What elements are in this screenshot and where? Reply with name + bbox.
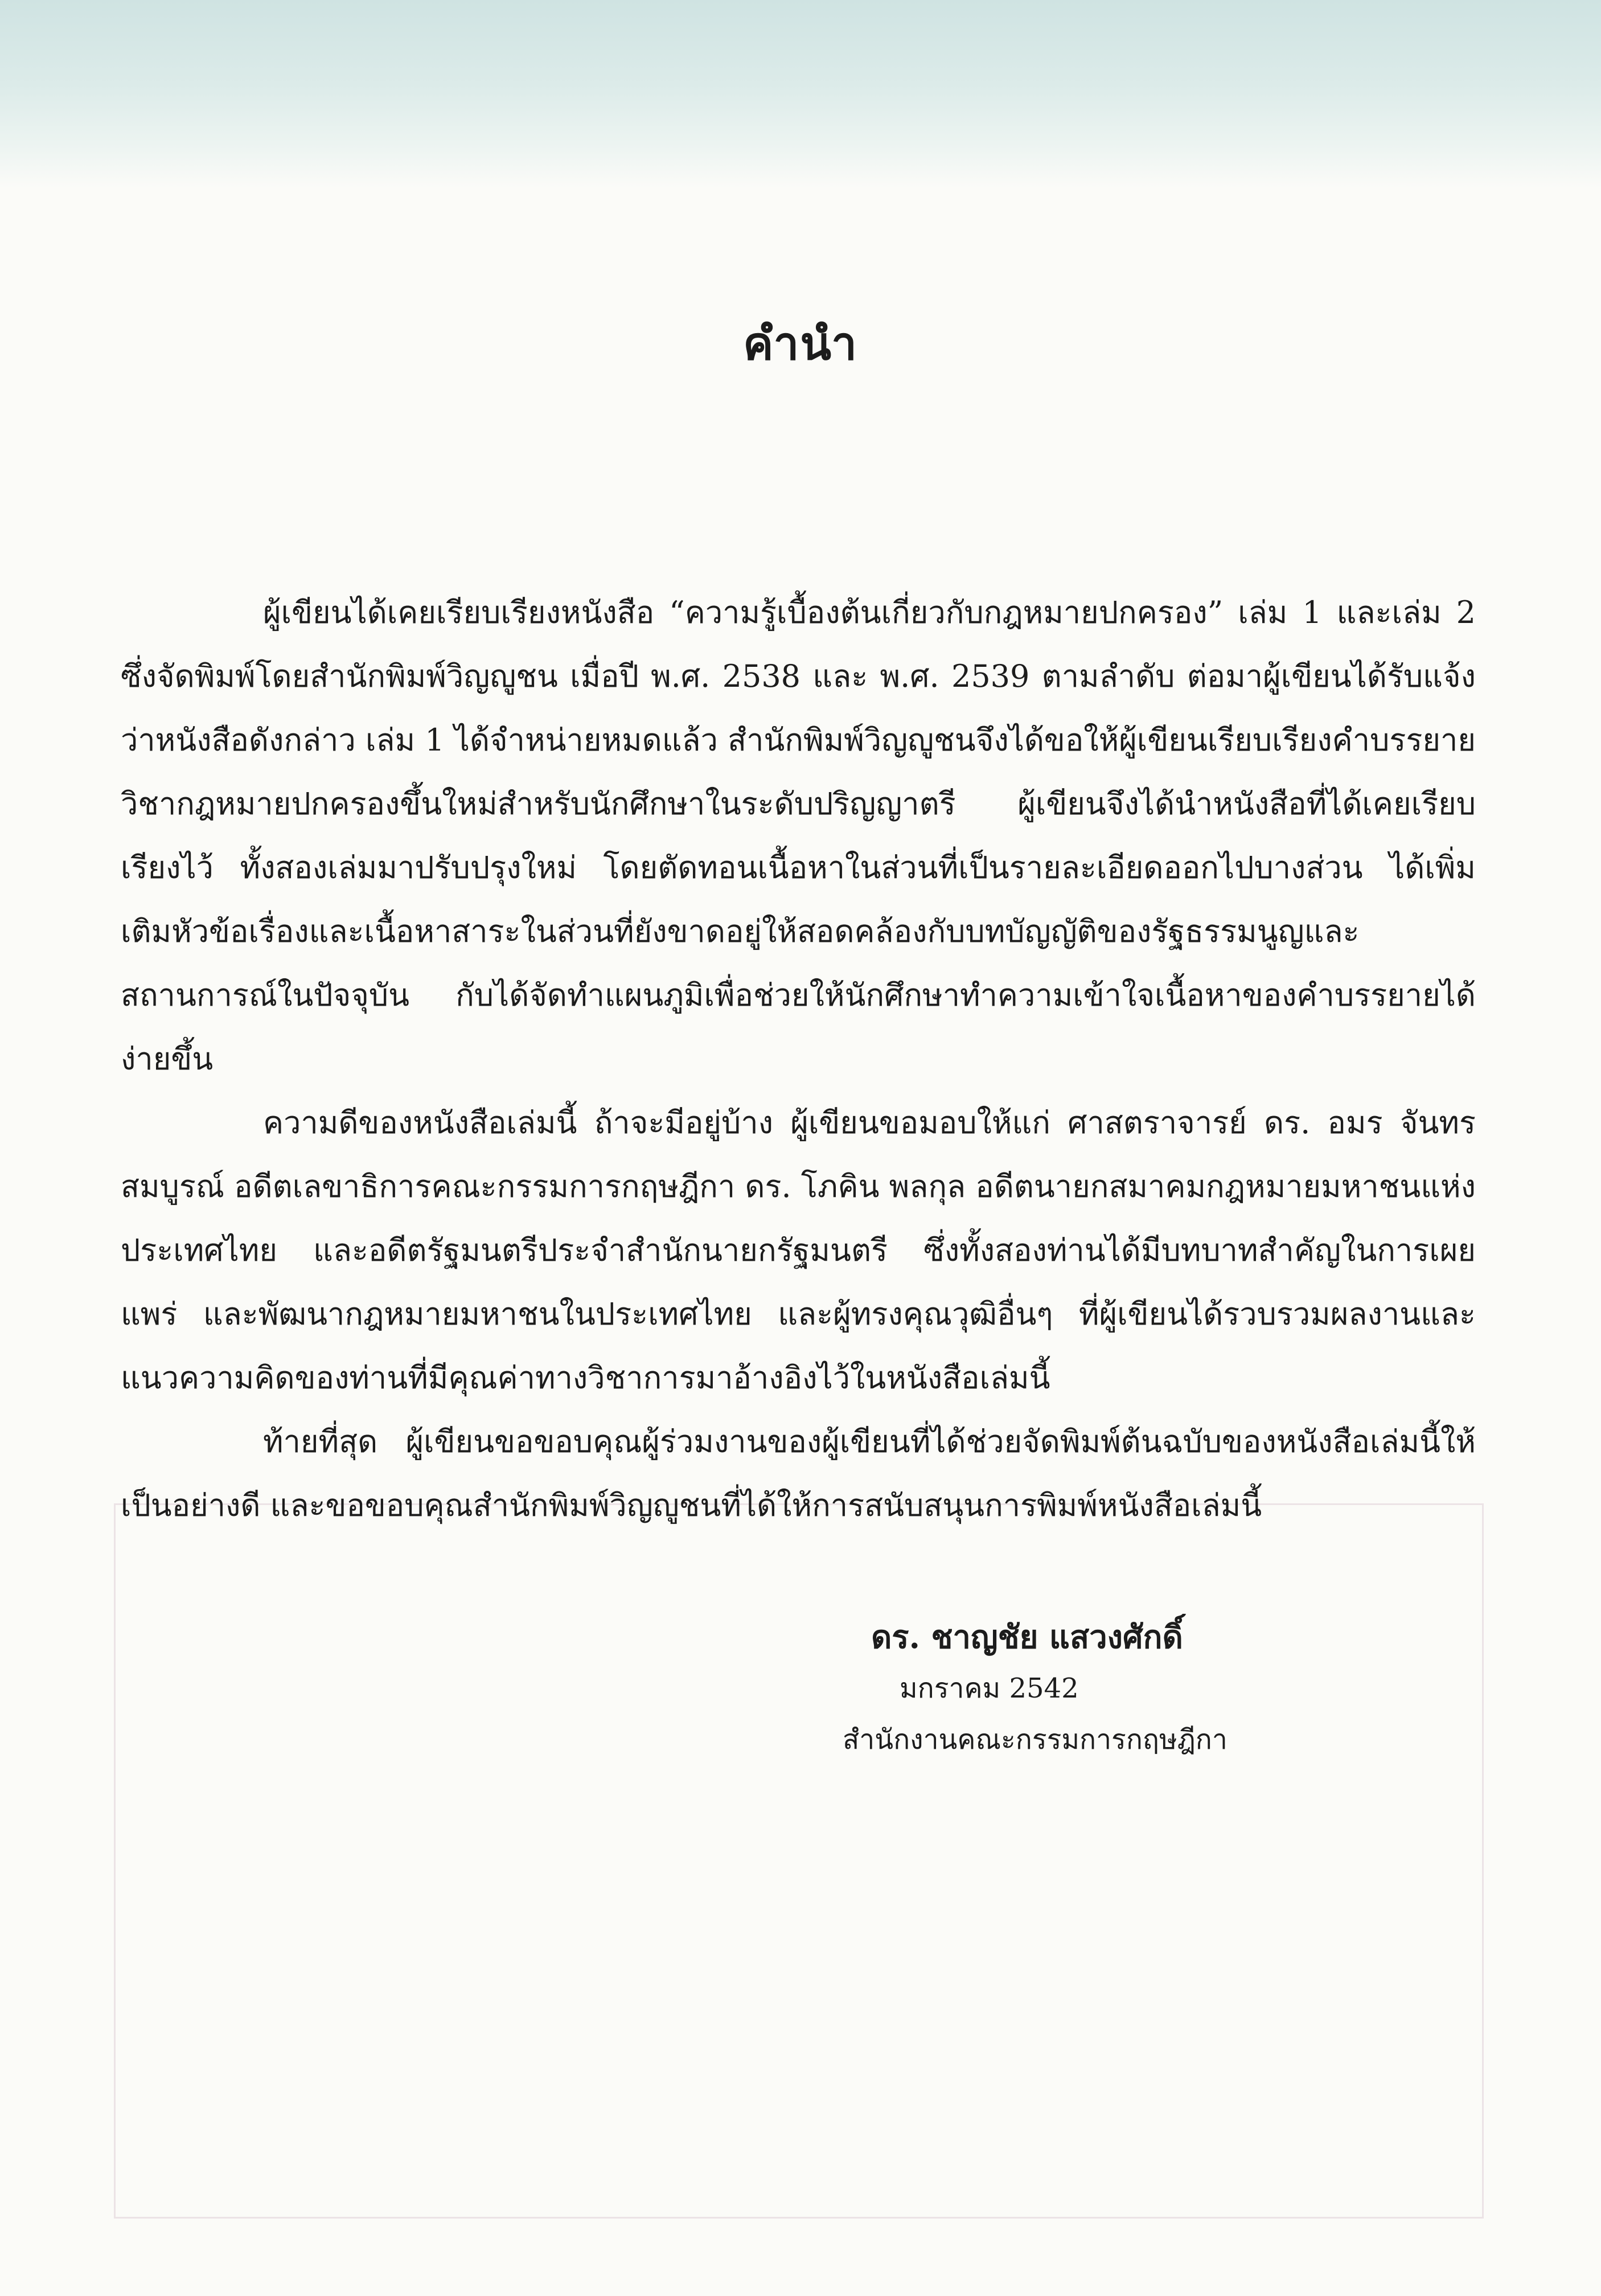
- page-edge-band: [0, 0, 1601, 188]
- bleed-through-frame: [114, 1503, 1484, 2219]
- paragraph-1: ผู้เขียนได้เคยเรียบเรียงหนังสือ “ความรู้เบื้องต้นเกี่ยวกับกฎหมายปกครอง” เล่ม 1 และเล่ม 2 ซึ่งจัดพิมพ์โดยสำนักพิมพ์วิญญูชน เมื่อปี พ.ศ. 2538 และ พ.ศ. 2539 ตามลำดับ ต่อมาผู้เขียนได้รับแจ้งว่าหนังสือดังกล่าว เล่ม 1 ได้จำหน่ายหมดแล้ว สำนักพิมพ์วิญญูชนจึงได้ขอให้ผู้เขียนเรียบเรียงคำบรรยาย วิชากฎหมายปกครองขึ้นใหม่สำหรับนักศึกษาในระดับปริญญาตรี ผู้เขียนจึงได้นำหนังสือที่ได้เคยเรียบเรียงไว้ ทั้งสองเล่มมาปรับปรุงใหม่ โดยตัดทอนเนื้อหาในส่วนที่เป็นรายละเอียดออกไปบางส่วน ได้เพิ่มเติมหัวข้อเรื่องและเนื้อหาสาระในส่วนที่ยังขาดอยู่ให้สอดคล้องกับบทบัญญัติของรัฐธรรมนูญและสถานการณ์ในปัจจุบัน กับได้จัดทำแผนภูมิเพื่อช่วยให้นักศึกษาทำความเข้าใจเนื้อหาของคำบรรยายได้ง่ายขึ้น: [121, 594, 1476, 1077]
- paragraph-2: ความดีของหนังสือเล่มนี้ ถ้าจะมีอยู่บ้าง ผู้เขียนขอมอบให้แก่ ศาสตราจารย์ ดร. อมร จันทรสมบูรณ์ อดีตเลขาธิการคณะกรรมการกฤษฎีกา ดร. โภคิน พลกุล อดีตนายกสมาคมกฎหมายมหาชนแห่งประเทศไทย และอดีตรัฐมนตรีประจำสำนักนายกรัฐมนตรี ซึ่งทั้งสองท่านได้มีบทบาทสำคัญในการเผยแพร่ และพัฒนากฎหมายมหาชนในประเทศไทย และผู้ทรงคุณวุฒิอื่นๆ ที่ผู้เขียนได้รวบรวมผลงานและแนวความคิดของท่านที่มีคุณค่าทางวิชาการมาอ้างอิงไว้ในหนังสือเล่มนี้: [121, 1105, 1476, 1396]
- signature-date: มกราคม 2542: [900, 1672, 1079, 1704]
- preface-body: [121, 581, 1476, 1538]
- author-organization: สำนักงานคณะกรรมการกฤษฎีกา: [843, 1724, 1228, 1756]
- page-title: คำนำ: [742, 317, 859, 370]
- author-name: ดร. ชาญชัย แสวงศักดิ์: [871, 1618, 1183, 1656]
- paragraph-3: ท้ายที่สุด ผู้เขียนขอขอบคุณผู้ร่วมงานของผู้เขียนที่ได้ช่วยจัดพิมพ์ต้นฉบับของหนังสือเล่มนี้ให้เป็นอย่างดี และขอขอบคุณสำนักพิมพ์วิญญูชนที่ได้ให้การสนับสนุนการพิมพ์หนังสือเล่มนี้: [121, 1424, 1476, 1523]
- signature-block: [820, 1612, 1389, 1765]
